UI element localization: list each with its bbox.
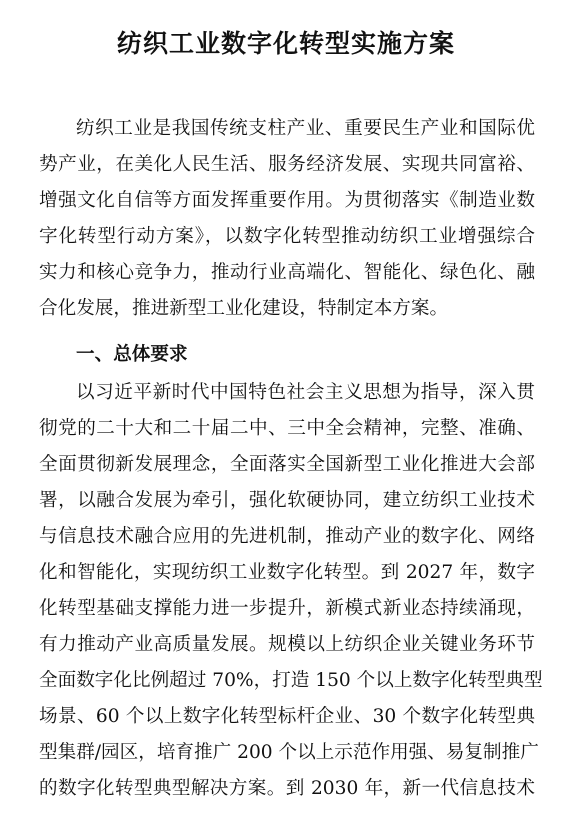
body-line: 署，以融合发展为牵引，强化软硬协同，建立纺织工业技术 xyxy=(39,490,535,511)
intro-line: 实力和核心竞争力，推动行业高端化、智能化、绿色化、融 xyxy=(39,262,535,283)
intro-line: 势产业，在美化人民生活、服务经济发展、实现共同富裕、 xyxy=(39,154,535,175)
body-line: 全面数字化比例超过 70%，打造 150 个以上数字化转型典型 xyxy=(39,670,543,691)
body-line: 彻党的二十大和二十届二中、三中全会精神，完整、准确、 xyxy=(39,418,535,439)
body-line: 全面贯彻新发展理念，全面落实全国新型工业化推进大会部 xyxy=(39,454,535,475)
intro-line: 合化发展，推进新型工业化建设，特制定本方案。 xyxy=(39,298,449,319)
section-heading: 一、总体要求 xyxy=(76,344,188,365)
body-line: 以习近平新时代中国特色社会主义思想为指导，深入贯 xyxy=(76,382,535,403)
document-title: 纺织工业数字化转型实施方案 xyxy=(116,29,455,58)
body-line: 化转型基础支撑能力进一步提升，新模式新业态持续涌现， xyxy=(39,598,535,619)
body-line: 有力推动产业高质量发展。规模以上纺织企业关键业务环节 xyxy=(39,634,535,655)
body-line: 与信息技术融合应用的先进机制，推动产业的数字化、网络 xyxy=(39,526,535,547)
intro-line: 增强文化自信等方面发挥重要作用。为贯彻落实《制造业数 xyxy=(39,190,535,211)
body-line: 化和智能化，实现纺织工业数字化转型。到 2027 年，数字 xyxy=(39,562,535,583)
body-line: 型集群/园区，培育推广 200 个以上示范作用强、易复制推广 xyxy=(39,742,539,763)
intro-line: 纺织工业是我国传统支柱产业、重要民生产业和国际优 xyxy=(76,118,535,139)
body-line: 的数字化转型典型解决方案。到 2030 年，新一代信息技术 xyxy=(39,778,535,799)
intro-line: 字化转型行动方案》，以数字化转型推动纺织工业增强综合 xyxy=(39,226,535,247)
body-line: 场景、60 个以上数字化转型标杆企业、30 个数字化转型典 xyxy=(39,706,535,727)
